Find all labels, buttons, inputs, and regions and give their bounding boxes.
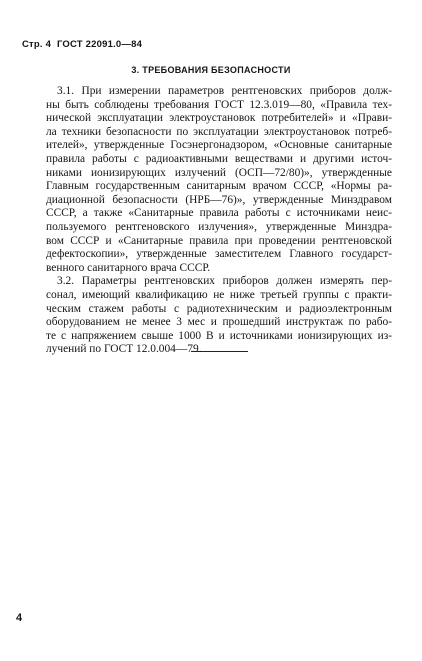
paragraph-line: СССР, а также «Санитарные правила работы с источниками неис- xyxy=(46,207,392,220)
paragraph-line: дефектоскопии», утвержденные заместителем Главного государст- xyxy=(46,248,392,261)
page-number: 4 xyxy=(16,612,23,624)
paragraph-line: 3.1. При измерении параметров рентгеновских приборов долж- xyxy=(57,85,392,97)
paragraph-line: никами ионизирующих излучений (ОСП—72/80)», утвержденные xyxy=(46,166,392,179)
paragraph-line: ны быть соблюдены требования ГОСТ 12.3.019—80, «Правила тех- xyxy=(46,98,392,111)
running-header xyxy=(22,39,142,50)
section-heading: 3. ТРЕБОВАНИЯ БЕЗОПАСНОСТИ xyxy=(131,65,291,75)
paragraph-line: те с напряжением свыше 1000 В и источниками ионизирующих из- xyxy=(46,329,392,342)
paragraph-line: диационной безопасности (НРБ—76)», утвержденные Минздравом xyxy=(46,193,392,206)
paragraph-line: лучений по ГОСТ 12.0.004—79. xyxy=(46,343,202,356)
paragraph-line: нической эксплуатации электроустановок потребителей» и «Прави- xyxy=(46,112,392,125)
end-of-section-divider xyxy=(191,351,248,352)
paragraph-line: пользуемого рентгеновского излучения», утвержденные Минздра- xyxy=(46,220,392,233)
body-text xyxy=(46,85,392,357)
paragraph-line: 3.2. Параметры рентгеновских приборов должен измерять пер- xyxy=(57,275,392,288)
paragraph-3-1 xyxy=(46,85,392,275)
paragraph-line: вом СССР и «Санитарные правила при проведении рентгеновской xyxy=(46,234,392,247)
page-label: Стр. 4 xyxy=(22,39,52,50)
paragraph-line: ителей», утвержденные Госэнергонадзором, «Основные санитарные xyxy=(46,139,392,152)
paragraph-line: Главным государственным санитарным врачом СССР, «Нормы ра- xyxy=(46,180,392,193)
paragraph-line: венного санитарного врача СССР. xyxy=(46,261,211,274)
document-code: ГОСТ 22091.0—84 xyxy=(56,39,143,50)
paragraph-line: ла техники безопасности по эксплуатации электроустановок потреб- xyxy=(46,125,392,138)
paragraph-3-2 xyxy=(46,275,392,357)
paragraph-line: ческим стажем работы с радиотехническим и радиоэлектронным xyxy=(46,302,392,315)
paragraph-line: оборудованием не менее 3 мес и прошедший инструктаж по рабо- xyxy=(46,316,392,329)
paragraph-line: правила работы с радиоактивными веществами и другими источ- xyxy=(46,152,392,165)
paragraph-line: сонал, имеющий квалификацию не ниже третьей группы с практи- xyxy=(46,288,392,301)
